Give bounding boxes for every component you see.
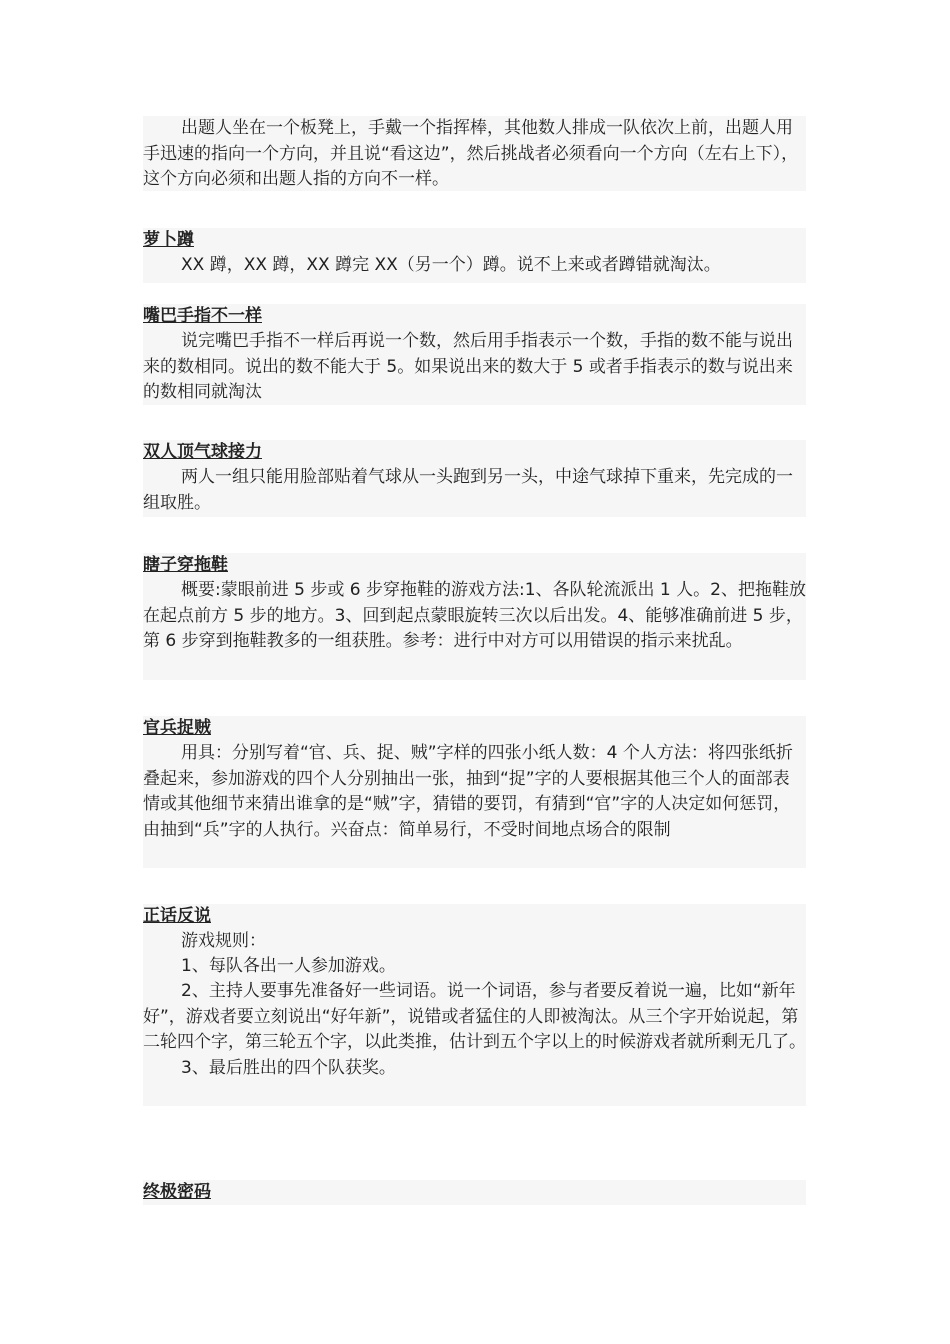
section-title: 萝卜蹲 <box>143 230 194 250</box>
section-title: 终极密码 <box>143 1182 211 1202</box>
paragraph: 用具：分别写着“官、兵、捉、贼”字样的四张小纸人数：4 个人方法：将四张纸折叠起来，参加游戏的四个人分别抽出一张，抽到“捉”字的人要根据其他三个人的面部表情或其他细节来猜出谁拿的是“贼”字，猜错的要罚，有猜到“官”字的人决定如何惩罚，由抽到“兵”字的人执行。兴奋点：简单易行，不受时间地点场合的限制 <box>143 743 793 840</box>
section-reverse-speak <box>143 904 806 1106</box>
section-title: 双人顶气球接力 <box>143 442 262 462</box>
paragraph: 说完嘴巴手指不一样后再说一个数，然后用手指表示一个数，手指的数不能与说出来的数相同。说出的数不能大于 5。如果说出来的数大于 5 或者手指表示的数与说出来的数相同就淘汰 <box>143 331 793 402</box>
section-title: 官兵捉贼 <box>143 718 211 738</box>
section-balloon-relay <box>143 440 806 517</box>
section-mouth-finger <box>143 304 806 405</box>
section-blind-slippers <box>143 553 806 680</box>
section-luobodun <box>143 228 806 283</box>
paragraph: 游戏规则： <box>181 931 266 951</box>
section-title: 嘴巴手指不一样 <box>143 306 262 326</box>
section-intro <box>143 116 806 191</box>
paragraph: 两人一组只能用脸部贴着气球从一头跑到另一头，中途气球掉下重来，先完成的一组取胜。 <box>143 467 793 513</box>
paragraph: XX 蹲，XX 蹲，XX 蹲完 XX（另一个）蹲。说不上来或者蹲错就淘汰。 <box>181 255 721 275</box>
section-cops-thief <box>143 716 806 868</box>
paragraph: 出题人坐在一个板凳上，手戴一个指挥棒，其他数人排成一队依次上前，出题人用手迅速的指向一个方向，并且说“看这边”，然后挑战者必须看向一个方向（左右上下），这个方向必须和出题人指的方向不一样。 <box>143 118 799 189</box>
section-title: 正话反说 <box>143 906 211 926</box>
paragraph: 1、每队各出一人参加游戏。 <box>181 956 396 976</box>
section-ultimate-code <box>143 1180 806 1205</box>
section-title: 瞎子穿拖鞋 <box>143 555 228 575</box>
paragraph: 概要:蒙眼前进 5 步或 6 步穿拖鞋的游戏方法:1、各队轮流派出 1 人。2、把拖鞋放在起点前方 5 步的地方。3、回到起点蒙眼旋转三次以后出发。4、能够准确前进 5 步，第 6 步穿到拖鞋教多的一组获胜。参考：进行中对方可以用错误的指示来扰乱。 <box>143 580 806 651</box>
paragraph: 2、主持人要事先准备好一些词语。说一个词语，参与者要反着说一遍，比如“新年好”，游戏者要立刻说出“好年新”，说错或者猛住的人即被淘汰。从三个字开始说起，第二轮四个字，第三轮五个字，以此类推，估计到五个字以上的时候游戏者就所剩无几了。 <box>143 981 806 1052</box>
paragraph: 3、最后胜出的四个队获奖。 <box>181 1057 396 1078</box>
